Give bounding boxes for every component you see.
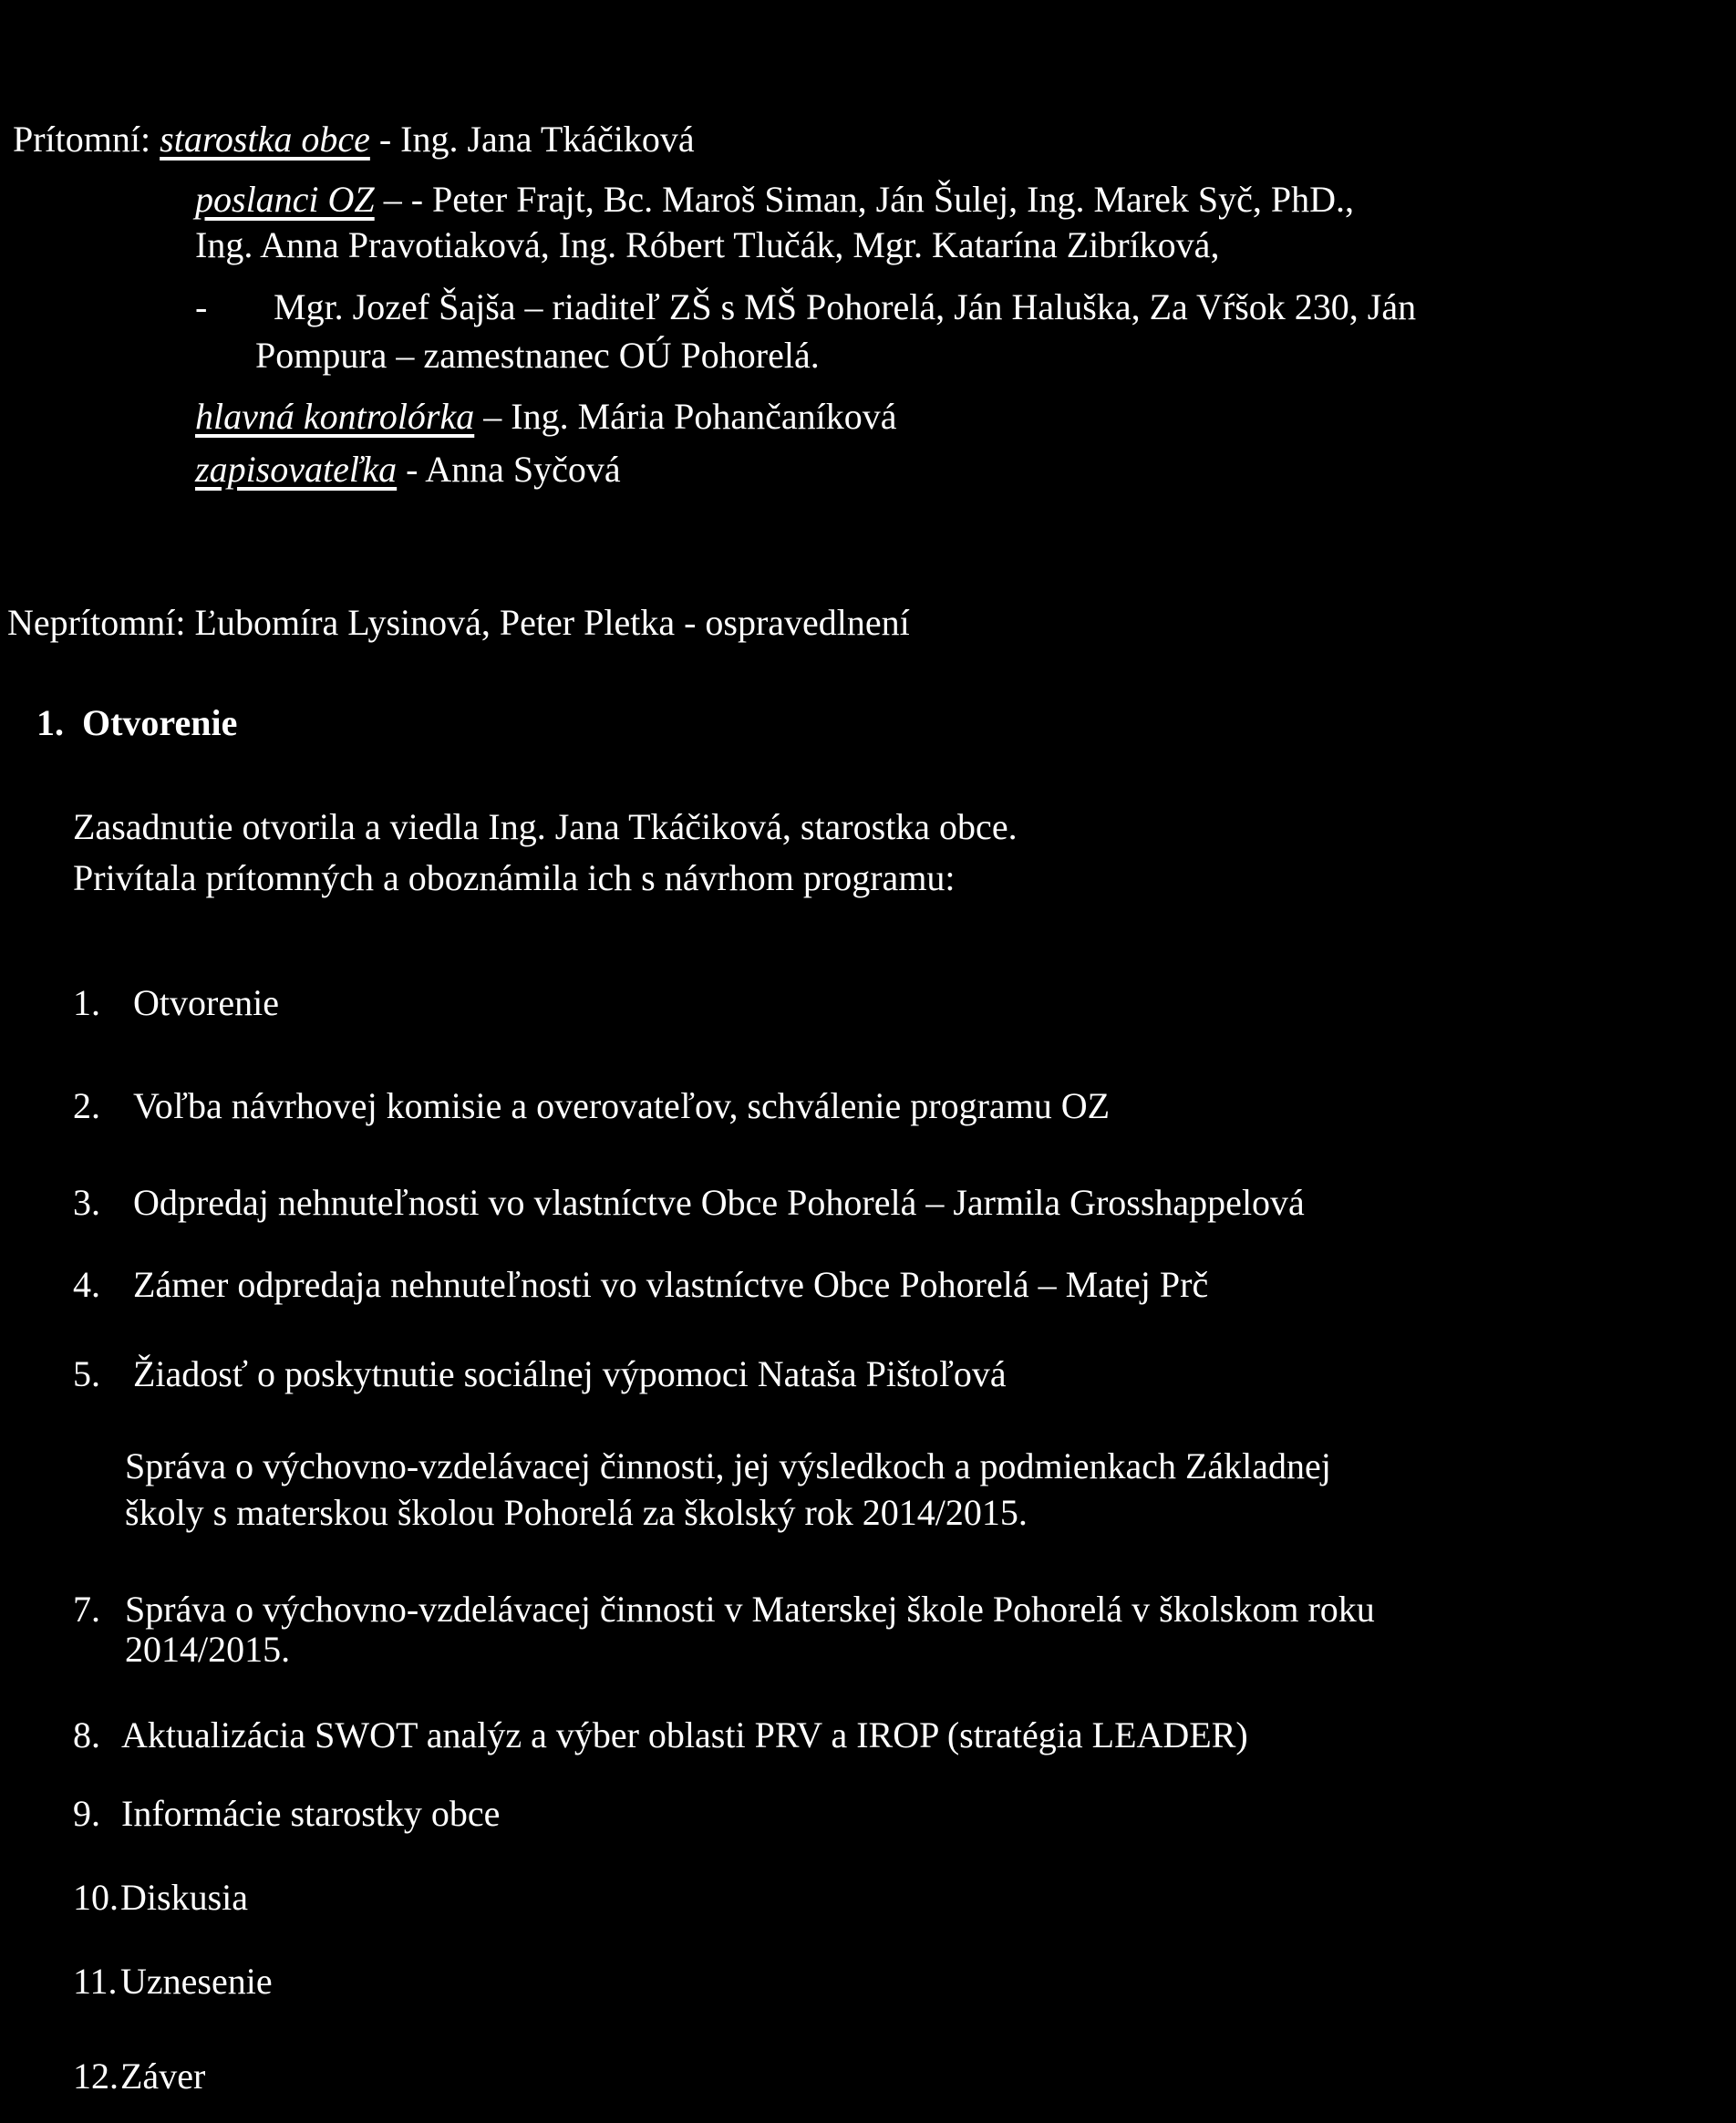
section-paragraph-line1: Zasadnutie otvorila a viedla Ing. Jana Tkáčiková, starostka obce. [73,806,1018,847]
agenda-text: Žiadosť o poskytnutie sociálnej výpomoci Nataša Pištoľová [133,1353,1007,1394]
agenda-item-11 [73,1961,273,2003]
deputies-role: poslanci OZ [195,179,375,220]
agenda-text: Diskusia [120,1877,248,1918]
agenda-text: Zámer odpredaja nehnuteľnosti vo vlastníctve Obce Pohorelá – Matej Prč [133,1264,1209,1305]
absent-row [7,602,910,644]
agenda-text-continued: školy s materskou školou Pohorelá za školský rok 2014/2015. [125,1492,1028,1533]
recorder-role: zapisovateľka [195,449,398,490]
agenda-number: 3. [73,1182,100,1223]
controller-role: hlavná kontrolórka [195,396,475,437]
controller-name: – Ing. Mária Pohančaníková [474,396,897,437]
agenda-item-9 [73,1793,501,1835]
agenda-text: Voľba návrhovej komisie a overovateľov, schválenie programu OZ [133,1085,1111,1126]
agenda-item-12 [73,2056,206,2097]
agenda-number: 2. [73,1085,100,1126]
agenda-number: 10. [73,1877,119,1918]
agenda-number: 9. [73,1793,100,1834]
agenda-item-4 [73,1264,1209,1306]
deputies-line2: Ing. Anna Pravotiaková, Ing. Róbert Tlučák, Mgr. Katarína Zibríková, [195,224,1220,265]
agenda-number: 11. [73,1961,118,2002]
absent-label: Neprítomní: [7,602,186,643]
agenda-number: 8. [73,1714,100,1755]
agenda-item-3 [73,1182,1305,1224]
deputies-line1: – - Peter Frajt, Bc. Maroš Siman, Ján Šulej, Ing. Marek Syč, PhD., [374,179,1355,220]
agenda-item-5 [73,1353,1007,1395]
agenda-number: 7. [73,1589,100,1630]
agenda-number: 12. [73,2056,119,2097]
recorder-row [195,449,621,491]
agenda-text: Aktualizácia SWOT analýz a výber oblasti PRV a IROP (stratégia LEADER) [121,1714,1248,1755]
section-paragraph-line2: Privítala prítomných a oboznámila ich s návrhom programu: [73,857,956,898]
section-heading [36,702,237,744]
cut-off-header-fragment [1293,0,1430,2]
guests-line1: Mgr. Jozef Šajša – riaditeľ ZŠ s MŠ Pohorelá, Ján Haluška, Za Vŕšok 230, Ján [274,286,1417,327]
agenda-item-2 [73,1085,1111,1127]
agenda-text: Odpredaj nehnuteľnosti vo vlastníctve Obce Pohorelá – Jarmila Grosshappelová [133,1182,1305,1223]
agenda-text-continued: 2014/2015. [125,1629,291,1670]
present-label: Prítomní: [13,119,151,160]
agenda-item-8 [73,1714,1248,1756]
section-title: Otvorenie [82,702,238,743]
agenda-text: Záver [120,2056,206,2097]
recorder-name: - Anna Syčová [397,449,621,490]
present-row [13,119,695,161]
guests-dash: - [195,286,208,327]
agenda-number: 5. [73,1353,100,1394]
controller-row [195,396,896,438]
section-number: 1. [36,702,64,743]
agenda-number: 1. [73,982,100,1023]
agenda-item-1 [73,982,279,1024]
guests-line2: Pompura – zamestnanec OÚ Pohorelá. [255,335,820,376]
agenda-text: Uznesenie [120,1961,273,2002]
agenda-text: Správa o výchovno-vzdelávacej činnosti v Materskej škole Pohorelá v školskom roku [125,1589,1375,1630]
agenda-item-10 [73,1877,248,1919]
absent-names: Ľubomíra Lysinová, Peter Pletka - ospravedlnení [194,602,910,643]
deputies-row [195,179,1354,221]
mayor-name: - Ing. Jana Tkáčiková [369,119,695,160]
agenda-text: Správa o výchovno-vzdelávacej činnosti, jej výsledkoch a podmienkach Základnej [125,1445,1331,1486]
agenda-text: Informácie starostky obce [121,1793,501,1834]
agenda-text: Otvorenie [133,982,279,1023]
agenda-number: 4. [73,1264,100,1305]
agenda-item-7 [73,1589,1375,1670]
mayor-role: starostka obce [160,119,370,160]
